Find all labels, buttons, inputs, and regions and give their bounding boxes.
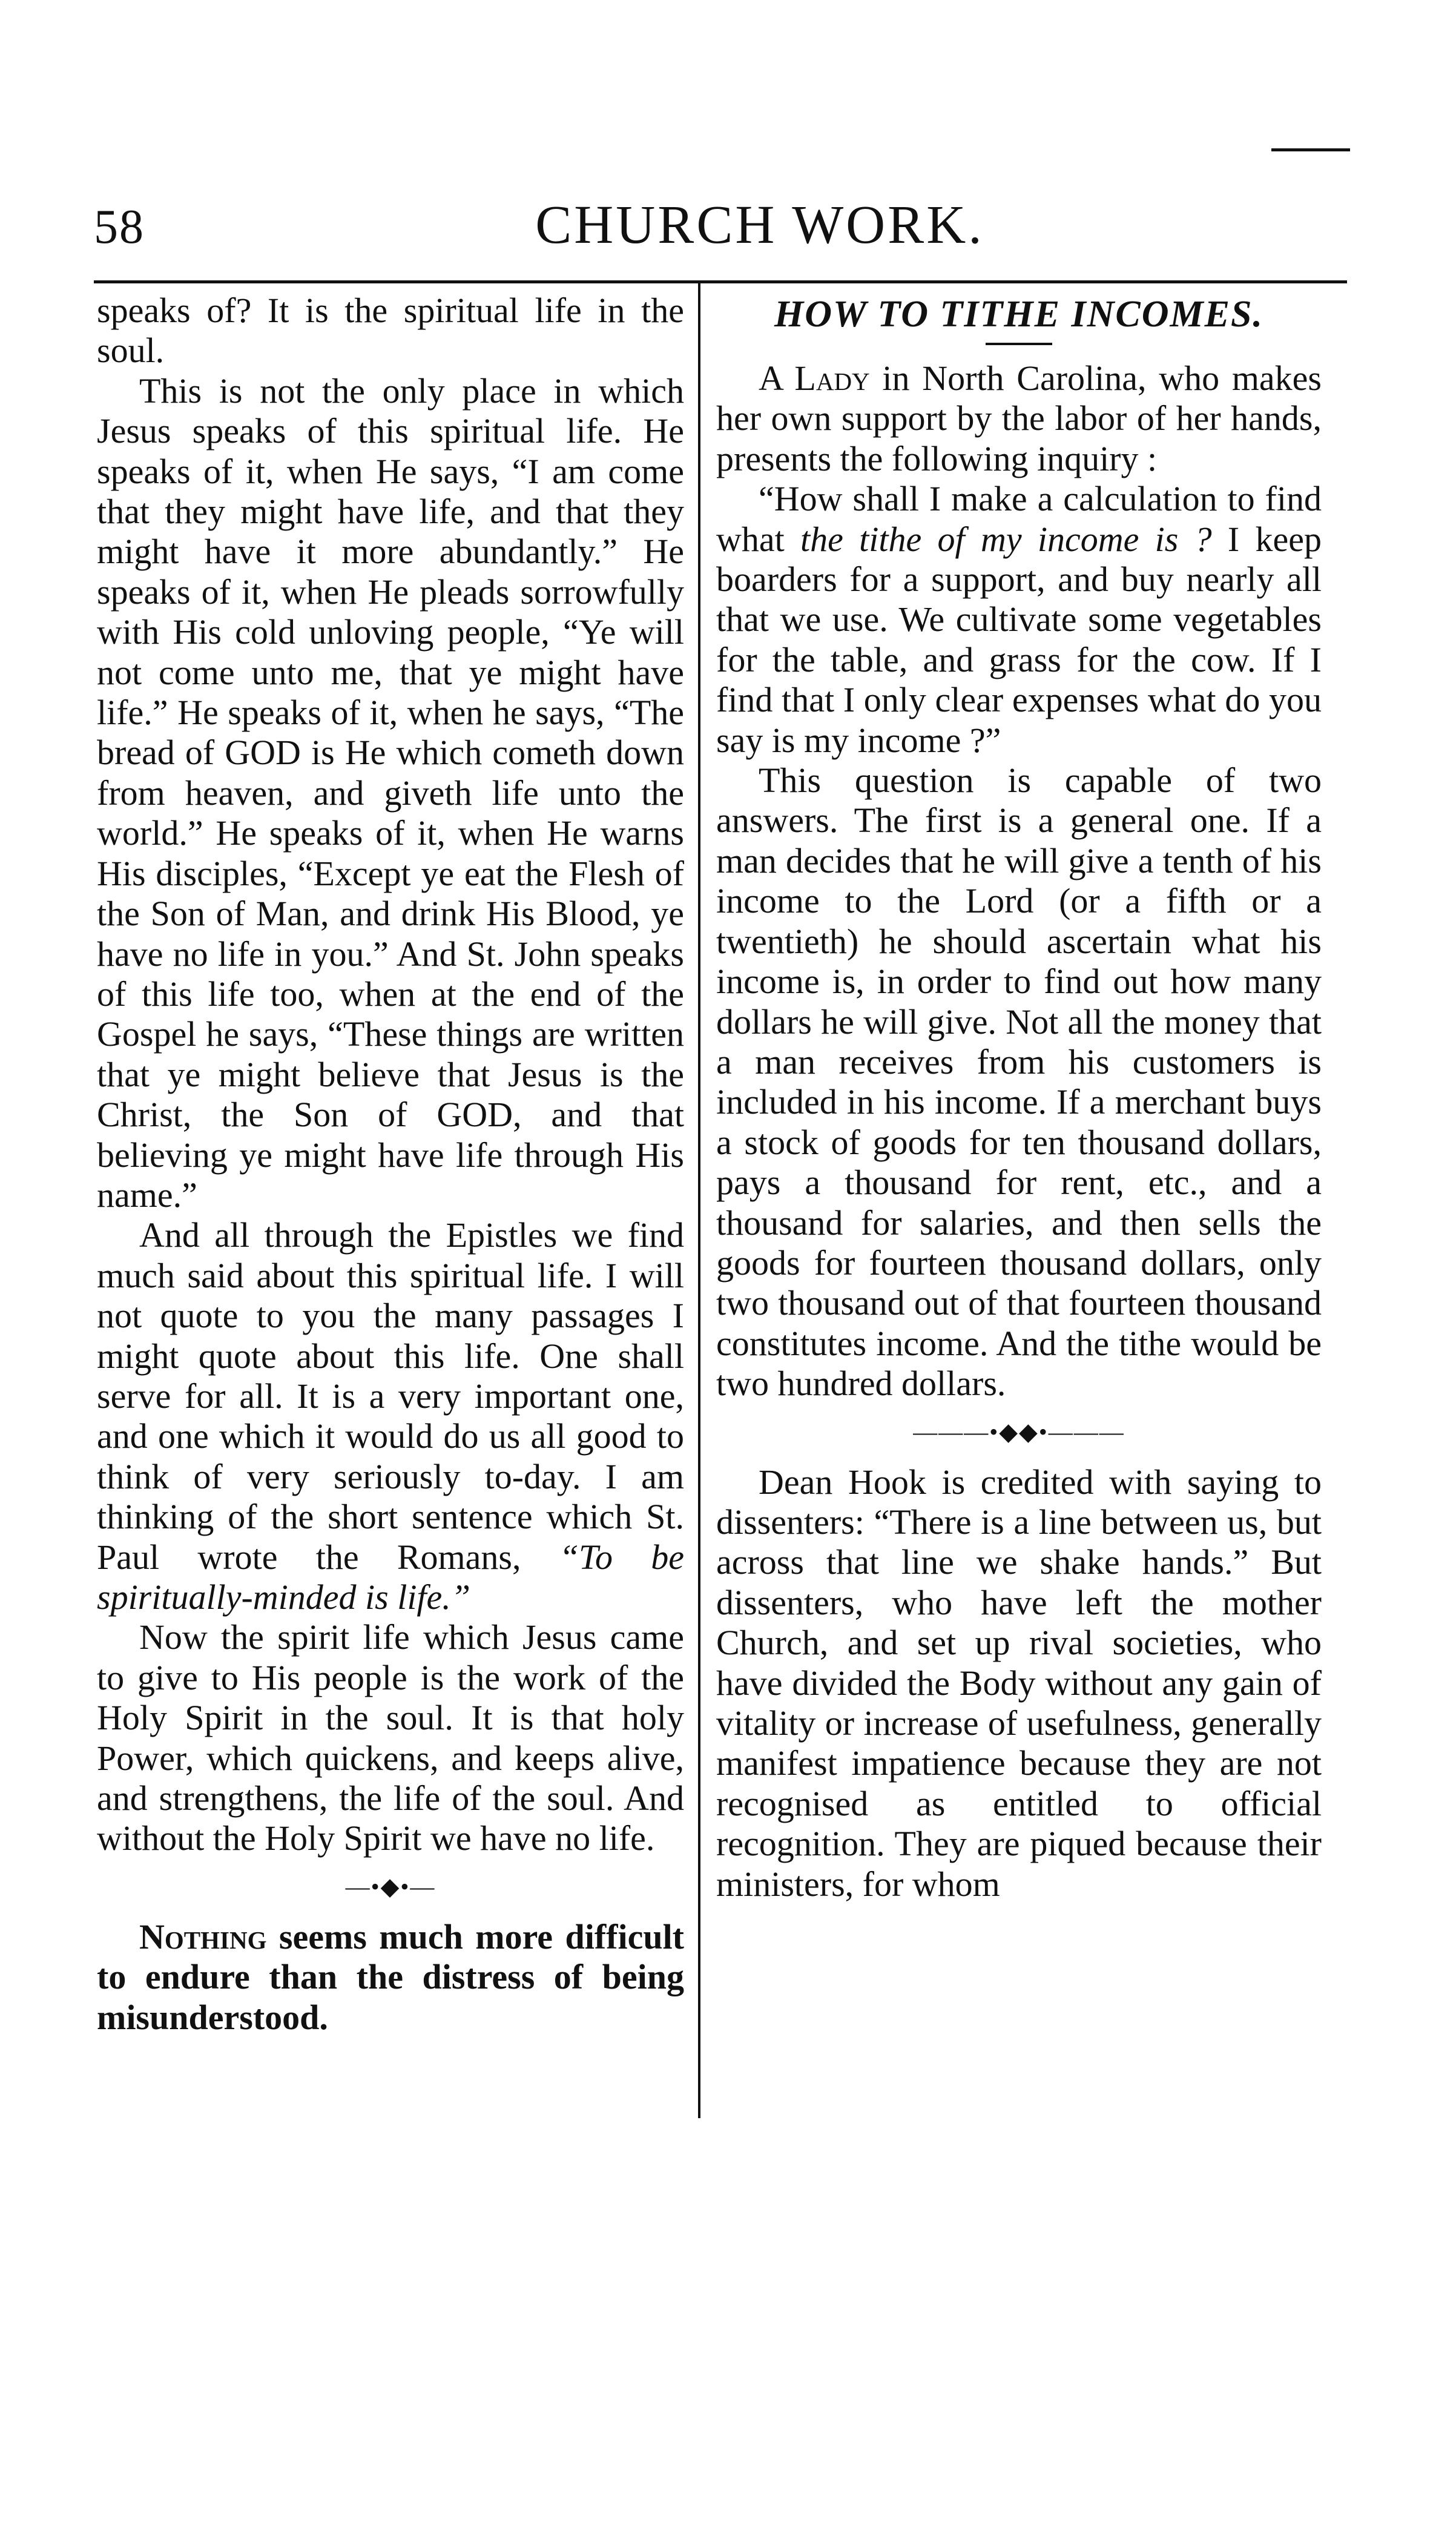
- emphasis: the tithe of my income is ?: [800, 519, 1212, 559]
- paragraph-text: Dean Hook is credited with saying to dissenters: “There is a line between us, but across that line we shake hands.” But dissenters, who have left the mother Church, and set up rival societies, who have divided the Body without any gain of vitality or increase of usefulness, generally manifest impatience because they are not recognised as entitled to official recognition. They are piqued because their ministers, for whom: [716, 1462, 1322, 1904]
- paragraph-text: I keep boarders for a support, and buy nearly all that we use. We cultivate some vegetables for the table, and grass for the cow. If I find that I only clear expenses what do you say is my income ?”: [716, 519, 1322, 760]
- paragraph-text: This question is capable of two answers. The first is a general one. If a man decides that he will give a tenth of his income to the Lord (or a fifth or a twentieth) he should ascertain what his income is, in order to find out how many dollars he will give. Not all the money that a man receives from his customers is included in his income. If a merchant buys a stock of goods for ten thousand dollars, pays a thousand for rent, etc., and a thousand for salaries, and then sells the goods for fourteen thousand dollars, only two thousand out of that fourteen thousand constitutes income. And the tithe would be two hundred dollars.: [716, 761, 1322, 1404]
- page-header: [94, 182, 1365, 266]
- paragraph: [97, 1617, 684, 1858]
- ornamental-divider: ———•◆◆•———: [913, 1418, 1125, 1445]
- paragraph: [97, 1215, 684, 1617]
- paragraph: [716, 761, 1322, 1404]
- paragraph: [97, 1917, 684, 2038]
- paragraph-text: And all through the Epistles we find much said about this spiritual life. I will not quote to you the many passages I might quote about this life. One shall serve for all. It is a very important one, and one which it would do us all good to think of very seriously to-day. I am thinking of the short sentence which St. Paul wrote the Romans,: [97, 1215, 684, 1577]
- ornamental-divider: —•◆•—: [345, 1872, 436, 1900]
- top-right-rule: [1271, 148, 1350, 151]
- paragraph: [97, 291, 684, 371]
- paragraph-text: in North Carolina, who makes her own support by the labor of her hands, presents the following inquiry :: [716, 358, 1322, 478]
- heading-rule: [986, 343, 1052, 345]
- lead-word: Nothing: [139, 1917, 267, 1956]
- paragraph: [97, 371, 684, 1216]
- quotation: “To be spiritually-minded is life.”: [97, 1537, 684, 1617]
- right-column: [716, 291, 1322, 1904]
- paragraph: [716, 358, 1322, 479]
- paragraph: [716, 1462, 1322, 1904]
- page-number: 58: [94, 200, 145, 254]
- paragraph-text: This is not the only place in which Jesus speaks of this spiritual life. He speaks of it, when He says, “I am come that they might have life, and that they might have it more abundantly.” He speaks of it, when He pleads sorrowfully with His cold unloving people, “Ye will not come unto me, that ye might have life.” He speaks of it, when he says, “The bread of GOD is He which cometh down from heaven, and giveth life unto the world.” He speaks of it, when He warns His disciples, “Except ye eat the Flesh of the Son of Man, and drink His Blood, ye have no life in you.” And St. John speaks of this life too, when at the end of the Gospel he says, “These things are written that ye might believe that Jesus is the Christ, the Son of GOD, and that believing ye might have life through His name.”: [97, 371, 684, 1215]
- header-rule: [94, 280, 1347, 283]
- left-column: [97, 291, 684, 2038]
- paragraph: [716, 479, 1322, 761]
- column-divider: [698, 283, 700, 2118]
- lead-word: A Lady: [759, 358, 870, 398]
- paragraph-text: seems much more difficult to endure than the distress of being misunderstood.: [97, 1917, 684, 2037]
- paragraph-text: speaks of? It is the spiritual life in the soul.: [97, 291, 684, 371]
- paragraph-text: Now the spirit life which Jesus came to give to His people is the work of the Holy Spirit in the soul. It is that holy Power, which quickens, and keeps alive, and strengthens, the life of the soul. And without the Holy Spirit we have no life.: [97, 1617, 684, 1858]
- running-title: CHURCH WORK.: [535, 195, 984, 255]
- article-heading: HOW TO TITHE INCOMES.: [774, 294, 1263, 335]
- paragraph-text: “How shall I make a calculation to find what: [716, 479, 1322, 559]
